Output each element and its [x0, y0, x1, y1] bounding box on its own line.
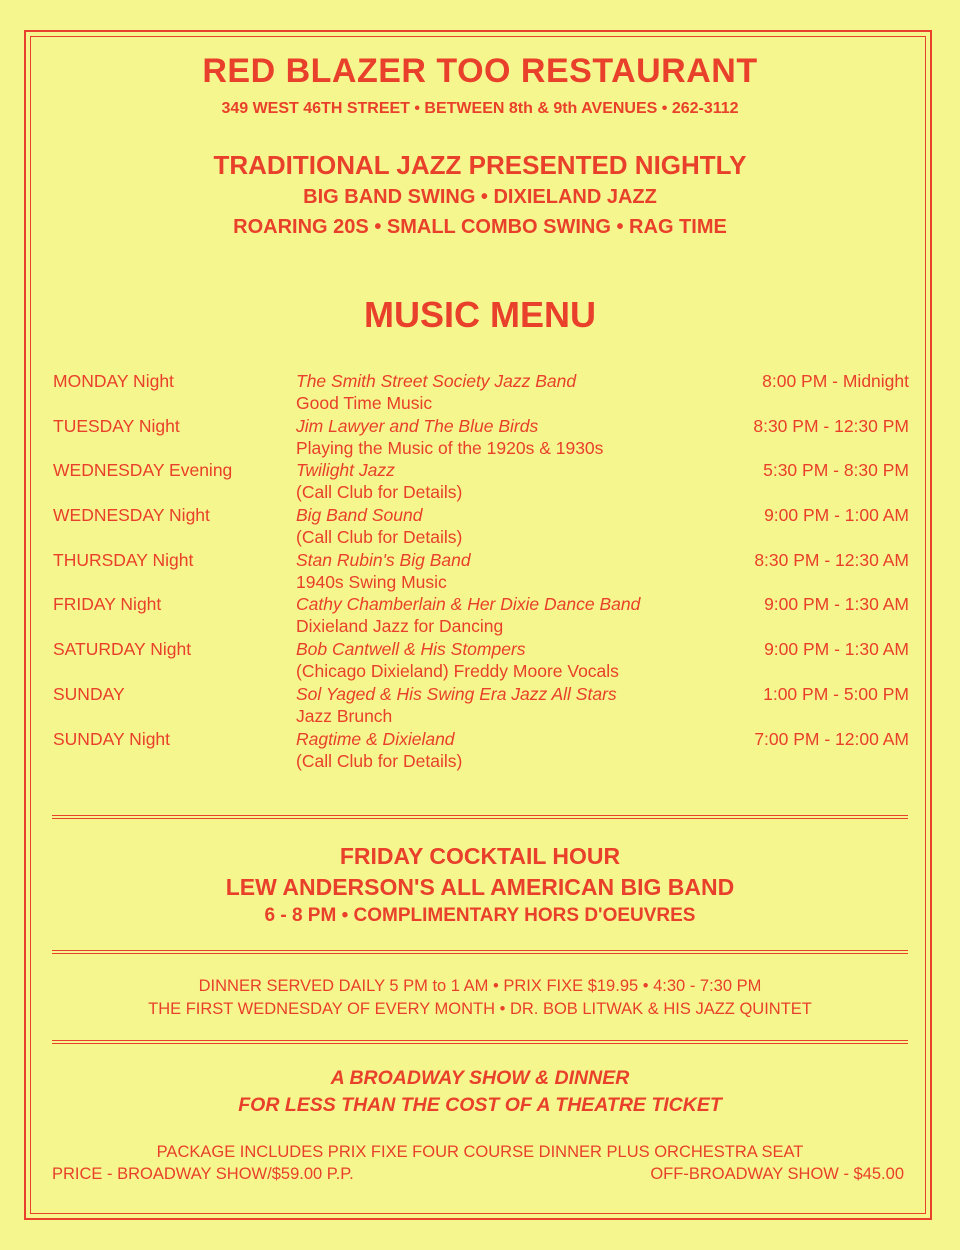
schedule-act: Jim Lawyer and The Blue Birds — [296, 415, 539, 436]
schedule-time: 9:00 PM - 1:30 AM — [764, 639, 909, 660]
broadway-price: PRICE - BROADWAY SHOW/$59.00 P.P. — [52, 1165, 354, 1183]
schedule-act: Twilight Jazz — [296, 460, 395, 481]
schedule-row — [53, 594, 909, 639]
schedule-day: SUNDAY — [53, 683, 125, 704]
schedule-day: SUNDAY Night — [53, 728, 171, 749]
schedule-row — [53, 684, 909, 729]
schedule-day: WEDNESDAY Evening — [53, 460, 233, 481]
first-wednesday-note: THE FIRST WEDNESDAY OF EVERY MONTH • DR. BOB LITWAK & HIS JAZZ QUINTET — [148, 1000, 812, 1018]
schedule-note: (Call Club for Details) — [296, 527, 463, 548]
schedule-day: TUESDAY Night — [53, 415, 180, 436]
schedule-row — [53, 729, 909, 774]
schedule-note: 1940s Swing Music — [296, 571, 447, 592]
divider-rule — [52, 950, 908, 954]
package-description: PACKAGE INCLUDES PRIX FIXE FOUR COURSE DINNER PLUS ORCHESTRA SEAT — [156, 1143, 804, 1161]
music-schedule — [53, 371, 909, 773]
restaurant-address: 349 WEST 46TH STREET • BETWEEN 8th & 9th AVENUES • 262-3112 — [221, 100, 739, 117]
schedule-day: FRIDAY Night — [53, 594, 162, 615]
schedule-note: (Call Club for Details) — [296, 750, 463, 771]
schedule-time: 5:30 PM - 8:30 PM — [763, 460, 909, 481]
schedule-time: 8:30 PM - 12:30 PM — [753, 415, 909, 436]
schedule-note: Jazz Brunch — [296, 705, 393, 726]
schedule-act: Big Band Sound — [296, 505, 423, 526]
schedule-row — [53, 460, 909, 505]
schedule-act: The Smith Street Society Jazz Band — [296, 371, 577, 391]
dinner-hours: DINNER SERVED DAILY 5 PM to 1 AM • PRIX FIXE $19.95 • 4:30 - 7:30 PM — [198, 977, 762, 995]
schedule-act: Sol Yaged & His Swing Era Jazz All Stars — [296, 683, 617, 704]
divider-rule — [52, 1040, 908, 1044]
tagline: TRADITIONAL JAZZ PRESENTED NIGHTLY — [213, 150, 747, 180]
schedule-time: 1:00 PM - 5:00 PM — [763, 683, 909, 704]
schedule-row — [53, 371, 909, 416]
schedule-note: (Chicago Dixieland) Freddy Moore Vocals — [296, 661, 619, 682]
schedule-note: Playing the Music of the 1920s & 1930s — [296, 437, 604, 458]
schedule-note: Good Time Music — [296, 393, 433, 413]
cocktail-details: 6 - 8 PM • COMPLIMENTARY HORS D'OEUVRES — [264, 905, 696, 926]
restaurant-title: RED BLAZER TOO RESTAURANT — [202, 52, 758, 90]
divider-rule — [52, 815, 908, 819]
schedule-time: 9:00 PM - 1:00 AM — [764, 505, 909, 526]
schedule-act: Cathy Chamberlain & Her Dixie Dance Band — [296, 594, 641, 615]
schedule-time: 7:00 PM - 12:00 AM — [754, 728, 909, 749]
schedule-row — [53, 639, 909, 684]
schedule-day: WEDNESDAY Night — [53, 505, 210, 526]
schedule-act: Stan Rubin's Big Band — [296, 549, 471, 570]
schedule-time: 8:30 PM - 12:30 AM — [754, 549, 909, 570]
schedule-act: Ragtime & Dixieland — [296, 728, 455, 749]
off-broadway-price: OFF-BROADWAY SHOW - $45.00 — [650, 1165, 904, 1183]
schedule-time: 8:00 PM - Midnight — [762, 371, 909, 391]
music-menu-title: MUSIC MENU — [364, 294, 596, 335]
schedule-row — [53, 550, 909, 595]
genres-line-2: ROARING 20S • SMALL COMBO SWING • RAG TIME — [233, 216, 727, 238]
broadway-heading: A BROADWAY SHOW & DINNER — [330, 1067, 630, 1089]
schedule-note: (Call Club for Details) — [296, 482, 463, 503]
schedule-day: MONDAY Night — [53, 371, 174, 391]
schedule-day: SATURDAY Night — [53, 639, 192, 660]
cocktail-band: LEW ANDERSON'S ALL AMERICAN BIG BAND — [225, 874, 735, 900]
genres-line-1: BIG BAND SWING • DIXIELAND JAZZ — [303, 186, 657, 208]
cocktail-heading: FRIDAY COCKTAIL HOUR — [339, 843, 621, 869]
schedule-act: Bob Cantwell & His Stompers — [296, 639, 526, 660]
schedule-row — [53, 505, 909, 550]
schedule-time: 9:00 PM - 1:30 AM — [764, 594, 909, 615]
schedule-row — [53, 416, 909, 461]
broadway-subheading: FOR LESS THAN THE COST OF A THEATRE TICKET — [238, 1094, 722, 1116]
schedule-note: Dixieland Jazz for Dancing — [296, 616, 504, 637]
schedule-day: THURSDAY Night — [53, 549, 194, 570]
